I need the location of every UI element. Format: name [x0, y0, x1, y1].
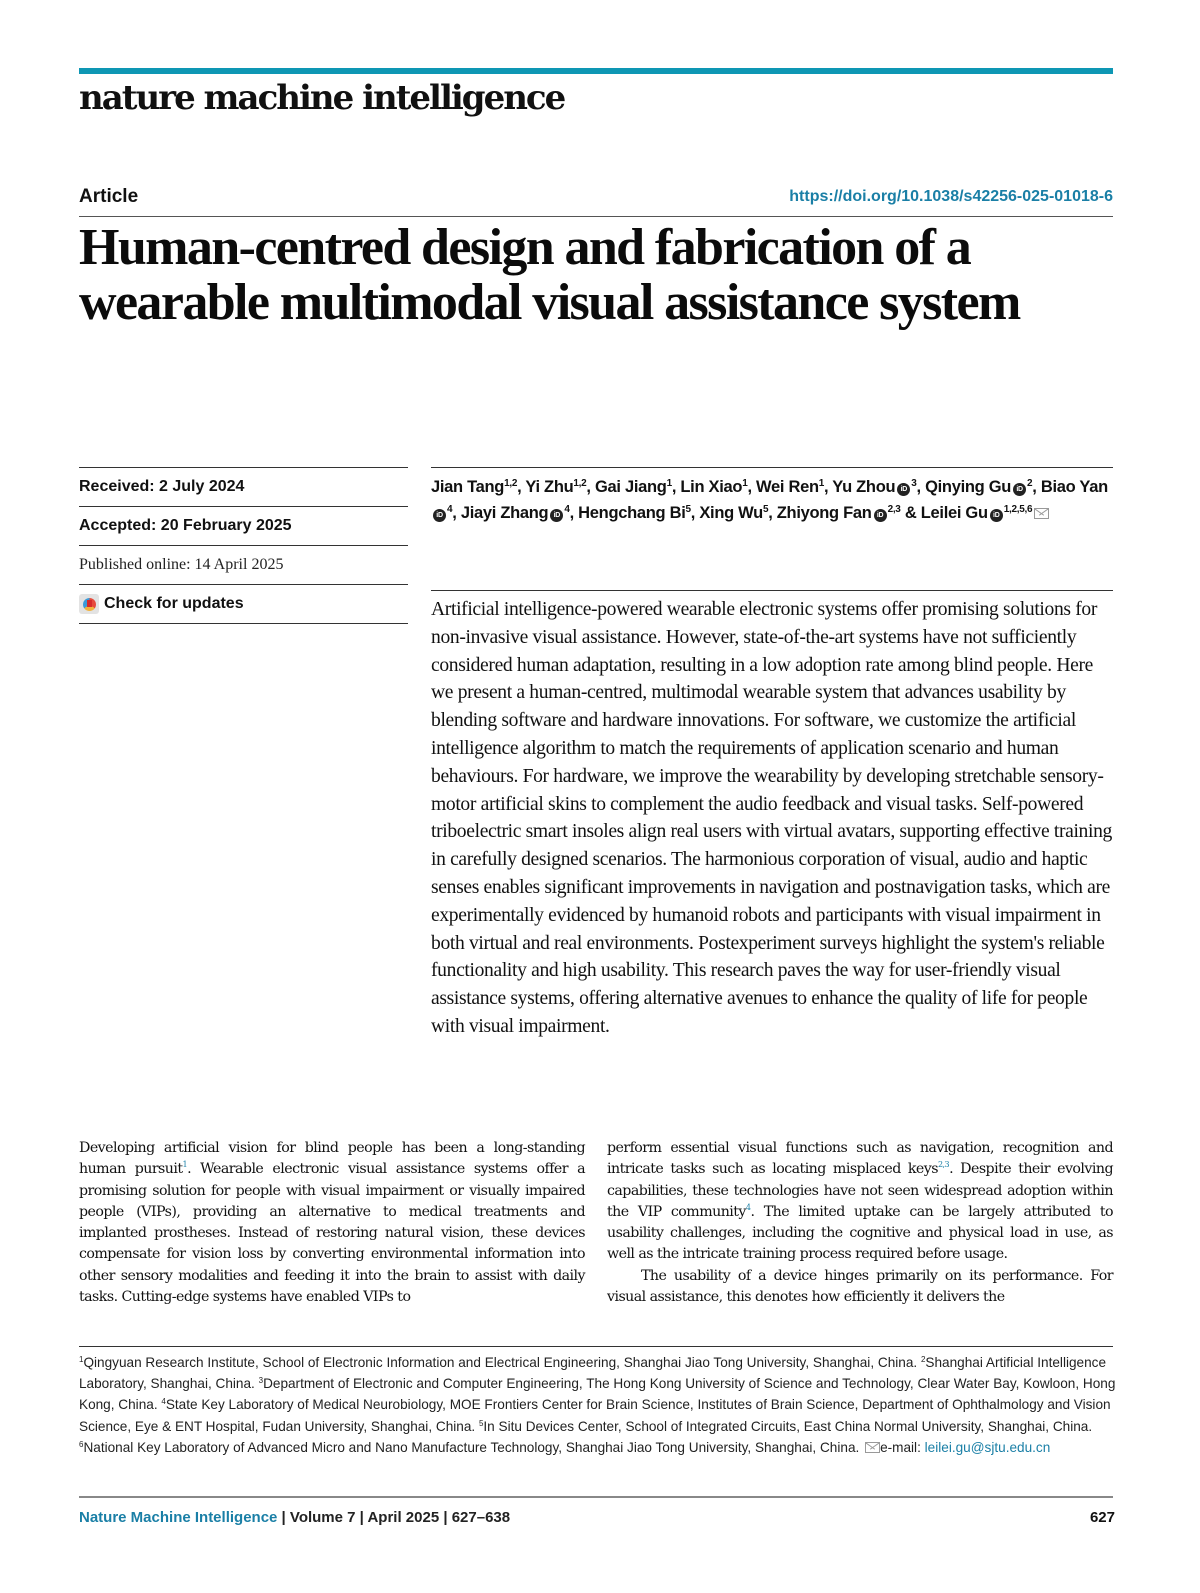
author[interactable]: Lin Xiao$^1$	[680, 478, 748, 496]
body-column-2: perform essential visual functions such as navigation, recognition and intricate tasks such as locating misplaced keys$^{2,3}$. Despite their evolving capabilities, these technologies have not seen widespread adoption within the VIP community$^4$. The limited uptake can be largely attributed to usability challenges, including the cognitive and physical load in use, as well as the intricate training process required before usage. The usability of a device hinges primarily on its performance. For visual assistance, this denotes how efficiently it delivers the	[607, 1140, 1113, 1306]
orcid-icon[interactable]: iD	[1013, 483, 1026, 496]
orcid-icon[interactable]: iD	[550, 509, 563, 522]
author[interactable]: Zhiyong Fan iD$^{2,3}$	[776, 504, 901, 522]
affiliation-marker: 1	[818, 478, 824, 489]
email-icon[interactable]	[1034, 508, 1049, 519]
check-updates-icon	[79, 594, 99, 614]
check-for-updates-button[interactable]	[79, 584, 408, 624]
affiliation-marker: 3	[911, 478, 917, 489]
article-type-label: Article	[79, 186, 139, 207]
journal-logo: nature machine intelligence	[79, 78, 565, 118]
body-text	[79, 1138, 1113, 1308]
affiliation-marker: 1	[742, 478, 748, 489]
author[interactable]: Xing Wu$^5$	[699, 504, 769, 522]
journal-accent-bar	[79, 68, 1113, 74]
citation-link[interactable]: 4	[745, 1202, 751, 1212]
affiliation-marker: 4	[564, 504, 570, 515]
email-icon	[865, 1442, 880, 1453]
citation-link[interactable]: 2,3	[937, 1160, 950, 1170]
author[interactable]: Biao YaniD$^4$	[431, 478, 1108, 522]
published-date: Published online: 14 April 2025	[79, 545, 408, 584]
orcid-icon[interactable]: iD	[433, 509, 446, 522]
divider	[79, 216, 1113, 217]
author[interactable]: Qinying Gu $iD^2$	[925, 478, 1033, 496]
affiliation-marker: 2	[1027, 478, 1033, 489]
author-list: Jian Tang$^{1,2}$, Yi Zhu$^{1,2}$, Gai Jiang$^1$, Lin Xiao$^1$, Wei Ren$^1$, Yu Zhou $iD^3$, Qinying Gu $iD^2$, Biao YaniD$^4$, Jiayi Zhang $iD^4$, Hengchang Bi$^5$, Xing Wu$^5$, Zhiyong Fan iD$^{2,3}$ & Leilei Gu iD$^{1,2,5,6}$	[431, 478, 1108, 522]
divider	[431, 467, 1113, 468]
author[interactable]: Yi Zhu$^{1,2}$	[525, 478, 587, 496]
page-number: 627	[1089, 1509, 1115, 1526]
article-dates	[79, 467, 408, 624]
author[interactable]: Leilei Gu iD$^{1,2,5,6}$	[921, 504, 1049, 522]
affiliation-marker: 5	[762, 504, 769, 515]
check-updates-label: Check for updates	[104, 595, 244, 612]
received-date: Received: 2 July 2024	[79, 467, 408, 506]
orcid-icon[interactable]: iD	[874, 509, 887, 522]
author[interactable]: Gai Jiang$^1$	[594, 478, 672, 496]
divider	[431, 590, 1113, 591]
divider	[79, 1346, 1113, 1347]
footer-citation: Nature Machine Intelligence | Volume 7 | April 2025 | 627–638	[79, 1509, 511, 1526]
article-title: Human-centred design and fabrication of a wearable multimodal visual assistance system	[79, 219, 1020, 331]
body-column-1: Developing artificial vision for blind people has been a long-standing human pursuit$^1$. Wearable electronic visual assistance systems offer a promising solution for people with visual impairment or visually impaired people (VIPs), providing an alternative to medical treatments and implanted prostheses. Instead of restoring natural vision, these devices compensate for vision loss by converting environmental information into other sensory modalities and feeding it into the brain to assist with daily tasks. Cutting-edge systems have enabled VIPs to	[79, 1140, 586, 1306]
affiliations: $^1$Qingyuan Research Institute, School of Electronic Information and Electrical Engineering, Shanghai Jiao Tong University, Shanghai, China. $^2$Shanghai Artificial Intelligence Laboratory, Shanghai, China. $^3$Department of Electronic and Computer Engineering, The Hong Kong University of Science and Technology, Clear Water Bay, Kowloon, Hong Kong, China. $^4$State Key Laboratory of Medical Neurobiology, MOE Frontiers Center for Brain Science, Institutes of Brain Science, Department of Ophthalmology and Vision Science, Eye & ENT Hospital, Fudan University, Shanghai, China. $^5$In Situ Devices Center, School of Integrated Circuits, East China Normal University, Shanghai, China. $^6$National Key Laboratory of Advanced Micro and Nano Manufacture Technology, Shanghai Jiao Tong University, Shanghai, China. e-mail: leilei.gu@sjtu.edu.cn	[79, 1355, 1116, 1455]
accepted-date: Accepted: 20 February 2025	[79, 506, 408, 545]
divider	[79, 1496, 1113, 1498]
author[interactable]: Jian Tang$^{1,2}$	[431, 478, 518, 496]
affiliation-marker: 5	[685, 504, 691, 515]
affiliation-marker: 1,2,5,6	[1003, 504, 1033, 515]
orcid-icon[interactable]: iD	[897, 483, 910, 496]
citation-link[interactable]: 1	[182, 1160, 188, 1170]
abstract: Artificial intelligence-powered wearable electronic systems offer promising solutions for non-invasive visual assistance. However, state-of-the-art systems have not sufficiently considered human adaptation, resulting in a low adoption rate among blind people. Here we present a human-centred, multimodal wearable system that advances usability by blending software and hardware innovations. For software, we customize the artificial intelligence algorithm to match the requirements of application scenario and human behaviours. For hardware, we improve the wearability by developing stretchable sensory-motor artificial skins to complement the audio feedback and visual tasks. Self-powered triboelectric smart insoles align real users with virtual avatars, supporting effective training in carefully designed scenarios. The harmonious corporation of visual, audio and haptic senses enables significant improvements in navigation and postnavigation tasks, which are experimentally evidenced by humanoid robots and participants with visual impairment in both virtual and real environments. Postexperiment surveys highlight the system's reliable functionality and high usability. This research paves the way for user-friendly visual assistance systems, offering alternative avenues to enhance the quality of life for people with visual impairment.	[431, 599, 1112, 1037]
affiliation-marker: 1	[666, 478, 672, 489]
footer-journal-link[interactable]: Nature Machine Intelligence	[79, 1509, 278, 1526]
author[interactable]: Hengchang Bi$^5$	[578, 504, 691, 522]
corresponding-email-link[interactable]: leilei.gu@sjtu.edu.cn	[924, 1439, 1051, 1455]
affiliation-marker: 1,2	[504, 478, 518, 489]
affiliation-marker: 4	[447, 504, 453, 515]
author[interactable]: Wei Ren$^1$	[756, 478, 824, 496]
affiliation-marker: 1,2	[573, 478, 587, 489]
author[interactable]: Yu Zhou $iD^3$	[832, 478, 917, 496]
orcid-icon[interactable]: iD	[990, 509, 1003, 522]
author[interactable]: Jiayi Zhang $iD^4$	[460, 504, 570, 522]
affiliation-marker: 2,3	[887, 504, 901, 515]
doi-link[interactable]: https://doi.org/10.1038/s42256-025-01018-6	[789, 188, 1113, 205]
